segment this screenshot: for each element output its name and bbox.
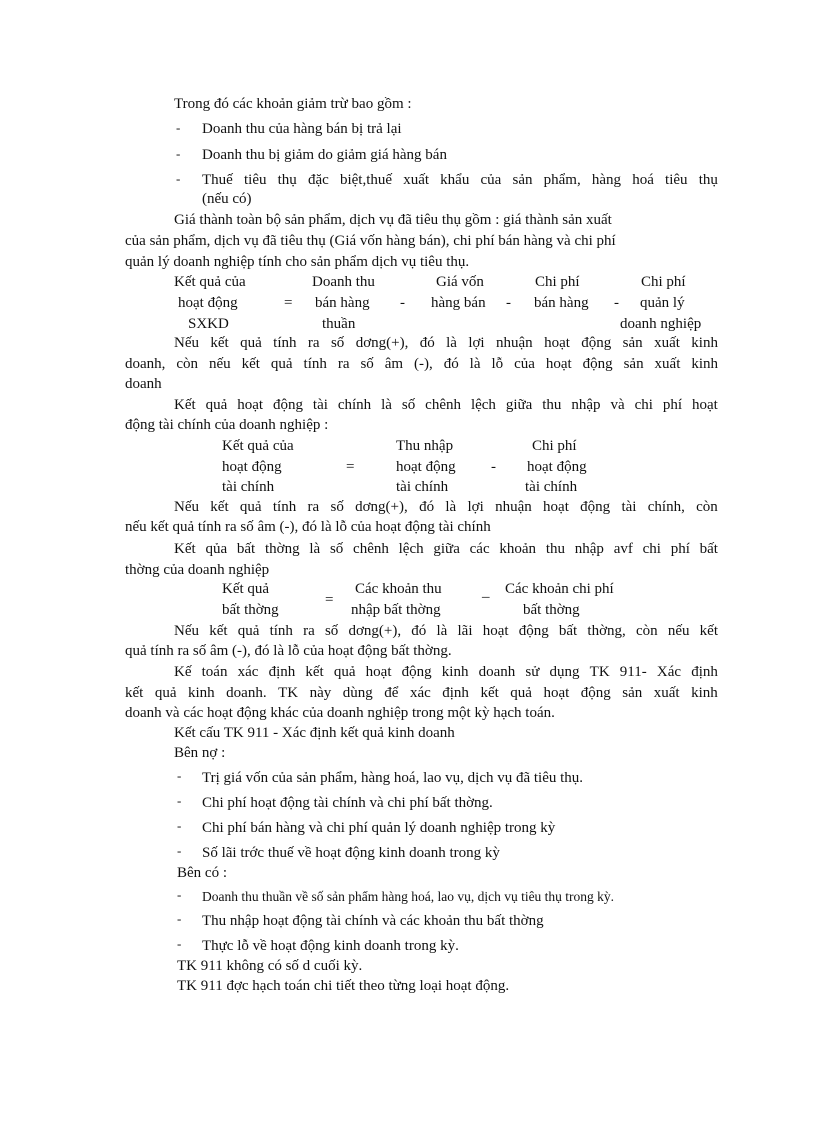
word: số — [330, 499, 344, 515]
word: nhập — [574, 541, 604, 557]
deduction-item — [202, 171, 718, 189]
word: quả — [154, 685, 177, 701]
word: số — [360, 356, 374, 372]
word: động — [272, 397, 303, 413]
word: kinh — [441, 664, 469, 680]
formula-term: thuần — [322, 316, 356, 332]
formula-term: Chi phí — [535, 274, 580, 290]
word: hoạt — [482, 623, 509, 639]
word: biệt,thuế — [339, 172, 393, 188]
word: avf — [613, 541, 633, 557]
paragraph-line-text — [125, 684, 718, 702]
word: tiêu — [665, 172, 688, 188]
word: lệch — [398, 541, 424, 557]
word: doanh. — [226, 685, 267, 701]
paragraph-profit-sx-line: doanh — [125, 376, 162, 392]
word: động — [580, 685, 611, 701]
paragraph-profit-sx-line — [125, 355, 718, 373]
word: thụ — [698, 172, 718, 188]
formula-term: bất thờng — [523, 602, 580, 618]
debit-item: Trị giá vốn của sản phẩm, hàng hoá, lao vụ, dịch vụ đã tiêu thụ. — [202, 770, 584, 786]
word: xuất — [654, 335, 680, 351]
word: để — [384, 685, 399, 701]
word: chính, — [647, 499, 685, 515]
word: doanh, — [125, 356, 166, 372]
paragraph-fin-line — [174, 396, 718, 414]
word: thờng, — [587, 623, 626, 639]
formula-term: Chi phí — [532, 438, 577, 454]
word: thụ — [277, 172, 297, 188]
deduction-item-continued: (nếu có) — [202, 191, 252, 207]
formula-term: Doanh thu — [312, 274, 375, 290]
word: nhuận — [496, 335, 533, 351]
bullet-dash: - — [176, 146, 181, 161]
formula-minus: _ — [482, 584, 490, 600]
word: giữa — [505, 397, 533, 413]
word: và — [610, 397, 625, 413]
word: kinh — [691, 356, 718, 372]
paragraph-profit-fin-line — [174, 498, 718, 516]
word: đó — [411, 623, 427, 639]
word: của — [514, 356, 535, 372]
formula-equals: = — [325, 592, 334, 608]
formula-term: tài chính — [525, 479, 578, 495]
formula-minus: - — [491, 459, 496, 475]
credit-label: Bên có : — [177, 865, 227, 881]
word: bất — [558, 623, 578, 639]
word: Nếu — [174, 623, 199, 639]
word: xác — [237, 664, 259, 680]
word: kinh — [691, 685, 718, 701]
paragraph-line-text — [174, 334, 718, 352]
bullet-dash: - — [177, 793, 182, 808]
formula-term: Các khoản thu — [355, 581, 442, 597]
formula-term: SXKD — [188, 316, 229, 332]
word: sản — [622, 335, 643, 351]
paragraph-cost-line: Giá thành toàn bộ sản phẩm, dịch vụ đã tiêu thụ gồm : giá thành sản xuất — [174, 212, 612, 228]
formula-term: Kết quả — [222, 581, 270, 597]
paragraph-unusual-line — [174, 540, 718, 558]
paragraph-fin-line: động tài chính của doanh nghiệp : — [125, 417, 329, 433]
word: tài — [312, 397, 328, 413]
word: qủa — [205, 541, 228, 557]
formula-term: bất thờng — [222, 602, 279, 618]
formula-term: Kết quả của — [174, 274, 246, 290]
word: sử — [525, 664, 540, 680]
structure-title: Kết cấu TK 911 - Xác định kết quả kinh doanh — [174, 725, 455, 741]
formula-term: hoạt động — [396, 459, 456, 475]
word: dơng(+), — [348, 623, 402, 639]
word: ra — [307, 499, 320, 515]
word: số — [329, 541, 344, 557]
word: động — [580, 499, 611, 515]
word: thờng — [264, 541, 300, 557]
word: TK — [278, 685, 299, 701]
word: hoạt — [365, 664, 392, 680]
formula-term: doanh nghiệp — [620, 316, 702, 332]
word: lệch — [470, 397, 496, 413]
word: thu — [542, 397, 562, 413]
word: kết — [305, 664, 324, 680]
word: kết — [241, 356, 260, 372]
word: định — [691, 664, 718, 680]
paragraph-line-text — [125, 355, 718, 373]
word: (-), — [414, 356, 433, 372]
paragraph-profit-fin-line: nếu kết quả tính ra số âm (-), đó là lỗ của hoạt động tài chính — [125, 519, 491, 535]
word: quả — [239, 499, 262, 515]
word: kết — [209, 623, 228, 639]
word: động — [581, 335, 612, 351]
word: là — [469, 356, 481, 372]
word: Kết — [174, 541, 196, 557]
word: hoá — [632, 172, 654, 188]
word: ra — [337, 356, 350, 372]
word: Nếu — [174, 499, 199, 515]
word: quả — [205, 397, 228, 413]
word: này — [309, 685, 332, 701]
word: chi — [634, 397, 653, 413]
word: đó — [419, 335, 435, 351]
word: kết — [210, 499, 229, 515]
word: số — [401, 397, 416, 413]
word: chính — [337, 397, 372, 413]
bullet-dash: - — [177, 768, 182, 783]
closing-line: TK 911 đợc hạch toán chi tiết theo từng loại hoạt động. — [177, 978, 510, 994]
word: còn — [696, 499, 718, 515]
word: doanh — [478, 664, 516, 680]
word: hoạt — [237, 397, 264, 413]
formula-equals: = — [346, 459, 355, 475]
debit-label: Bên nợ : — [174, 745, 226, 761]
word: nếu — [667, 623, 690, 639]
word: kinh — [691, 335, 718, 351]
word: số — [330, 335, 345, 351]
word: còn — [635, 623, 658, 639]
credit-item: Thực lỗ về hoạt động kinh doanh trong kỳ. — [202, 938, 459, 954]
formula-term: hoạt động — [222, 459, 282, 475]
formula-term: bán hàng — [315, 295, 370, 311]
word: dùng — [342, 685, 373, 701]
word: số — [324, 623, 339, 639]
word: kết — [480, 685, 499, 701]
bullet-dash: - — [176, 171, 181, 186]
word: là — [381, 397, 392, 413]
formula-term: Kết quả của — [222, 438, 294, 454]
word: khẩu — [440, 172, 470, 188]
word: nhuận — [495, 499, 532, 515]
word: hàng — [591, 172, 622, 188]
paragraph-tk911-line — [174, 663, 718, 681]
bullet-dash: - — [177, 843, 182, 858]
word: khoản — [499, 541, 537, 557]
paragraph-profit-unusual-line — [174, 622, 718, 640]
word: động — [582, 356, 613, 372]
paragraph-line-text — [174, 622, 718, 640]
word: dơng(+), — [355, 499, 408, 515]
word: là — [445, 499, 457, 515]
word: sản — [512, 172, 533, 188]
bullet-dash: - — [177, 936, 182, 951]
word: là — [446, 335, 457, 351]
word: đó — [419, 499, 435, 515]
word: ra — [303, 623, 315, 639]
word: dơng(+), — [355, 335, 409, 351]
word: quả — [240, 335, 262, 351]
formula-term: hàng bán — [431, 295, 486, 311]
word: hoạt — [544, 335, 570, 351]
word: thu — [545, 541, 565, 557]
formula-equals: = — [284, 295, 293, 311]
intro-text: Trong đó các khoản giảm trừ bao gồm : — [174, 96, 412, 112]
word: định — [268, 664, 296, 680]
word: nhập — [571, 397, 601, 413]
bullet-dash: - — [176, 120, 181, 135]
word: giữa — [433, 541, 460, 557]
formula-term: hoạt động — [527, 459, 587, 475]
word: ra — [307, 335, 320, 351]
word: lợi — [467, 499, 484, 515]
word: xuất — [403, 172, 430, 188]
debit-item: Số lãi trớc thuế về hoạt động kinh doanh trong kỳ — [202, 845, 500, 861]
debit-item: Chi phí bán hàng và chi phí quản lý doanh nghiệp trong kỳ — [202, 820, 556, 836]
paragraph-unusual-line: thờng của doanh nghiệp — [125, 562, 270, 578]
word: nếu — [209, 356, 231, 372]
word: kết — [699, 623, 718, 639]
word: quả — [237, 623, 260, 639]
word: dụng — [549, 664, 580, 680]
word: Xác — [656, 664, 682, 680]
paragraph-line-text — [174, 663, 718, 681]
word: hoạt — [545, 356, 572, 372]
word: đó — [443, 356, 459, 372]
word: là — [436, 623, 448, 639]
word: tiêu — [243, 172, 267, 188]
word: tính — [303, 356, 327, 372]
formula-term: Thu nhập — [396, 438, 454, 454]
paragraph-profit-sx-line — [174, 334, 718, 352]
word: 911- — [619, 664, 647, 680]
word: Nếu — [174, 335, 199, 351]
credit-item: Doanh thu thuần về số sản phẩm hàng hoá, lao vụ, dịch vụ tiêu thụ trong kỳ. — [202, 889, 615, 904]
paragraph-tk911-line — [125, 684, 718, 702]
word: TK — [589, 664, 610, 680]
word: các — [469, 541, 490, 557]
word: bất — [236, 541, 256, 557]
word: chênh — [425, 397, 461, 413]
paragraph-profit-unusual-line: quả tính ra số âm (-), đó là lỗ của hoạt động bất thờng. — [125, 643, 452, 659]
word: phẩm, — [543, 172, 581, 188]
word: quả — [333, 664, 356, 680]
word: hoạt — [691, 397, 718, 413]
word: chênh — [353, 541, 389, 557]
formula-term: bán hàng — [534, 295, 589, 311]
word: tài — [621, 499, 637, 515]
paragraph-line-text — [174, 498, 718, 516]
word: còn — [176, 356, 199, 372]
word: tính — [272, 499, 297, 515]
formula-term: tài chính — [222, 479, 275, 495]
formula-term: Chi phí — [641, 274, 686, 290]
formula-minus: - — [614, 295, 619, 311]
word: xác — [409, 685, 431, 701]
formula-minus: - — [400, 295, 405, 311]
bullet-dash: - — [177, 911, 182, 926]
paragraph-cost-line: quản lý doanh nghiệp tính cho sản phẩm dịch vụ tiêu thụ. — [125, 254, 470, 270]
formula-term: Các khoản chi phí — [505, 581, 614, 597]
word: của — [480, 172, 502, 188]
word: động — [401, 664, 432, 680]
word: bất — [699, 541, 718, 557]
word: hoạt — [543, 685, 570, 701]
word: tính — [273, 335, 297, 351]
word: lỗ — [491, 356, 504, 372]
formula-term: quản lý — [640, 295, 685, 311]
word: sản — [623, 356, 644, 372]
word: âm — [384, 356, 404, 372]
credit-item: Thu nhập hoạt động tài chính và các khoản thu bất thờng — [202, 913, 544, 929]
word: tính — [269, 623, 293, 639]
deduction-item: Doanh thu bị giảm do giảm giá hàng bán — [202, 147, 447, 163]
word: đặc — [307, 172, 329, 188]
bullet-dash: - — [177, 887, 182, 902]
word: quả — [510, 685, 532, 701]
deduction-item-text — [202, 171, 718, 189]
paragraph-line-text — [174, 396, 718, 414]
word: là — [309, 541, 321, 557]
word: phí — [662, 397, 683, 413]
word: Thuế — [202, 172, 233, 188]
word: lãi — [457, 623, 473, 639]
word: hoạt — [543, 499, 569, 515]
word: Kết — [174, 397, 196, 413]
word: kết — [210, 335, 229, 351]
word: lợi — [468, 335, 485, 351]
formula-term: hoạt động — [178, 295, 238, 311]
formula-term: Giá vốn — [436, 274, 484, 290]
word: quả — [270, 356, 293, 372]
word: phí — [670, 541, 690, 557]
formula-minus: - — [506, 295, 511, 311]
word: động — [518, 623, 549, 639]
word: chi — [642, 541, 661, 557]
debit-item: Chi phí hoạt động tài chính và chi phí bất thờng. — [202, 795, 493, 811]
word: sản — [622, 685, 643, 701]
paragraph-tk911-line: doanh và các hoạt động khác của doanh nghiệp trong một kỳ hạch toán. — [125, 705, 555, 721]
word: Kế — [174, 664, 192, 680]
formula-term: tài chính — [396, 479, 449, 495]
paragraph-cost-line: của sản phẩm, dịch vụ đã tiêu thụ (Giá vốn hàng bán), chi phí bán hàng và chi phí — [125, 233, 616, 249]
deduction-item: Doanh thu của hàng bán bị trả lại — [202, 121, 402, 137]
word: xuất — [654, 356, 681, 372]
word: kinh — [188, 685, 215, 701]
word: kết — [125, 685, 144, 701]
word: toán — [201, 664, 228, 680]
bullet-dash: - — [177, 818, 182, 833]
closing-line: TK 911 không có số d cuối kỳ. — [177, 958, 363, 974]
word: xuất — [653, 685, 680, 701]
formula-term: nhập bất thờng — [351, 602, 441, 618]
paragraph-line-text — [174, 540, 718, 558]
word: định — [442, 685, 469, 701]
